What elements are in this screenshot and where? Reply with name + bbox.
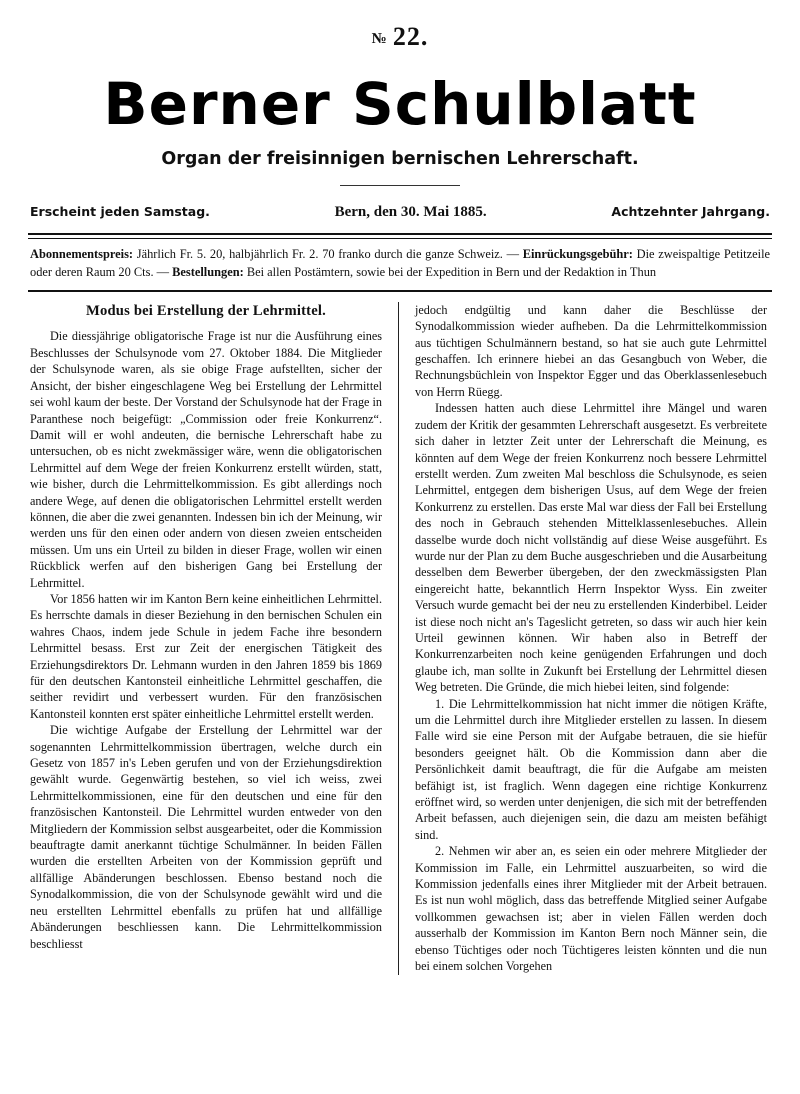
subscription-price-label: Abonnementspreis: — [30, 246, 134, 261]
paragraph: Die diessjährige obligatorische Frage ist nur die Ausführung eines Beschlusses der Schulsynode vom 27. Oktober 1884. Die Mitglieder der Schulsynode waren, als sie obige Frage aufstellten, sicher der Ansicht, der bisher eingeschlagene Weg bei Erstellung der Lehrmittel sei wohl kaum der beste. Der Vorstand der Schulsynode hat der Frage in Paranthese noch beigefügt: „Commission oder freie Konkurrenz“. Damit will er wohl andeuten, die bernische Lehrerschaft habe zu untersuchen, ob es nicht zwekmässiger wäre, wenn die obligatorischen Lehrmittel auf dem Wege der freien Konkurrenz erstellt würden, statt, wie bisher, durch die Lehrmittelkommission. Es gibt allerdings noch andere Wege, auf denen die obligatorischen Lehrmittel erstellt werden können, die aber die zwei genannten. Indessen bin ich der Meinung, wir werden uns für den einen oder andern von diesen zweien entscheiden müssen. Um uns ein Urteil zu bilden in dieser Frage, wollen wir einen Rückblick werfen auf den bisherigen Gang bei Erstellung der Lehrmittel. — [30, 329, 382, 590]
insertion-fee-label: Einrückungsgebühr: — [522, 246, 633, 261]
issue-number-value: 22. — [392, 22, 429, 51]
paragraph: Vor 1856 hatten wir im Kanton Bern keine einheitlichen Lehrmittel. Es herrschte damals in dieser Beziehung in den bernischen Schulen ein wahres Chaos, indem jede Schule in jedem Fache ihre besondern Lehrmittel besass. Erst zur Zeit der energischen Tätigkeit des Erziehungsdirektors Dr. Lehmann wurden in den Jahren 1859 bis 1869 für den deutschen Kantonsteil einheitliche Lehrmittel geschaffen, die seither revidirt und verbessert wurden. Für den französischen Kantonsteil konnten erst später einheitliche Lehrmittel erstellt werden. — [30, 591, 382, 721]
article-heading: Modus bei Erstellung der Lehrmittel. — [85, 302, 327, 319]
divider-double — [28, 233, 772, 239]
paragraph: Die wichtige Aufgabe der Erstellung der Lehrmittel war der sogenannten Lehrmittelkommission übertragen, welche durch ein Gesetz von 1857 in's Leben gerufen und von der Erziehungsdirektion gewählt wurde. Gegenwärtig bestehen, so viel ich weiss, zwei Lehrmittelkommissionen, eine für den deutschen und eine für den französischen Kantonsteil. Die Lehrmittel wurden entweder von den Mitgliedern der Kommission selbst ausgearbeitet, oder die Kommission beauftragte damit anerkannt tüchtige Schulmänner. In beiden Fällen wurden die erstellten Arbeiten von der Kommission geprüft und allfällige Abänderungen beschlossen. Ebenso bestand noch die Synodalkommission, die von der Schulsynode gewählt wird und die neu erstellten Lehrmittel ebenfalls zu prüfen hat und allfällige Abänderungen beschliessen kann. Die Lehrmittelkommission beschliesst — [30, 723, 382, 951]
page-title: Berner Schulblatt — [103, 70, 697, 138]
masthead — [0, 70, 800, 186]
paragraph: jedoch endgültig und kann daher die Beschlüsse der Synodalkommission wieder aufheben. Da die Lehrmittelkommission aus tüchtigen Schulmännern bestand, so hat sie auch gute Lehrmittel geschaffen. Ich erinnere hiebei an das Gesangbuch von Weber, die Rechnungsbüchlein von Inspektor Egger und das Oberklassenlesebuch von Herrn Rüegg. — [415, 302, 767, 399]
orders-label: Bestellungen: — [172, 264, 244, 279]
issue-number-prefix: № — [371, 31, 388, 47]
insertion-fee-text: Die zweispaltige Petitzeile oder deren Raum 20 Cts. — — [30, 246, 771, 279]
paragraph: 2. Nehmen wir aber an, es seien ein oder mehrere Mitglieder der Kommission im Falle, ein Lehrmittel auszuarbeiten, so wird die Kommission jedenfalls eines ihrer Mitglieder mit der Arbeit betrauen. Es ist nun wohl möglich, dass das betreffende Mitglied seiner Aufgabe vollkommen gewachsen ist; aber in vielen Fällen werden doch ausserhalb der Kommission im Kanton Bern noch Männer sein, die ebenso Tüchtiges oder noch Tüchtigeres leisten könnten und die nun bei einem solchen Vorgehen — [415, 844, 767, 974]
publication-frequency: Erscheint jeden Samstag. — [30, 203, 210, 219]
paragraph: 1. Die Lehrmittelkommission hat nicht immer die nötigen Kräfte, um die Lehrmittel durch ihre Mitglieder erstellen zu lassen. In diesem Falle wird sie eine Person mit der Aufgabe betrauen, die sie hiefür besonders geeignet hält. Ob die Kommission dann aber die Persönlichkeit damit beauftragt, die für die Aufgabe am meisten befähigt ist, ist fraglich. Wenn dagegen eine richtige Konkurrenz eröffnet wird, so werden unter denjenigen, die sich mit der betreffenden Arbeit befassen, auch diejenigen sein, die dazu am meisten befähigt sind. — [415, 696, 767, 842]
publication-info — [30, 204, 770, 221]
page-subtitle: Organ der freisinnigen bernischen Lehrerschaft. — [161, 148, 639, 169]
subscription-price-text: Jährlich Fr. 5. 20, halbjährlich Fr. 2. 70 franko durch die ganze Schweiz. — — [133, 246, 523, 261]
divider-thick — [28, 290, 772, 292]
divider-short — [340, 185, 460, 186]
column-right — [398, 302, 767, 975]
article-columns — [30, 302, 770, 975]
paragraph: Indessen hatten auch diese Lehrmittel ihre Mängel und waren zudem der Kritik der gesammten Lehrerschaft ausgesetzt. Es verbreitete sich daher in letzter Zeit unter der Lehrerschaft die Meinung, es könnten auf dem Wege der freien Konkurrenz noch bessere Lehrmittel erstellt werden. Zum zweiten Mal beschloss die Schulsynode, es seien Lehrmittel, entgegen dem bisherigen Usus, auf dem Wege der freien Konkurrenz zu erstellen. Das erste Mal war diess der Fall bei Erstellung des noch in Gebrauch stehenden Mittelklassenlesebuches. Allein dasselbe wurde doch nicht vollständig auf diese Weise ausgeführt. Es wurde nur der Plan zu dem Buche ausgeschrieben und die Ausarbeitung desselben dem Bewerber übergeben, der den zweckmässigsten Plan eingereicht hatte, bekanntlich Herrn Inspektor Wyss. Ein zweiter Versuch wurde gemacht bei der neu zu erstellenden Kinderbibel. Leider ist diese noch nicht an's Tageslicht getreten, so dass wir auch hier kein Urteil gewinnen können. Wir haben also in Betreff der Konkurrenzarbeiten noch keine genügenden Erfahrungen und doch glaube ich, man sollte in Zukunft bei Erstellung der Lehrmittel diesen Weg betreten. Die Gründe, die mich hiebei leiten, sind folgende: — [415, 401, 767, 695]
publication-date: Bern, den 30. Mai 1885. — [334, 203, 487, 220]
issue-number — [0, 0, 800, 52]
column-left — [30, 302, 398, 975]
orders-text: Bei allen Postämtern, sowie bei der Expedition in Bern und der Redaktion in Thun — [243, 264, 657, 279]
subscription-info — [30, 246, 770, 282]
publication-volume: Achtzehnter Jahrgang. — [611, 203, 770, 219]
